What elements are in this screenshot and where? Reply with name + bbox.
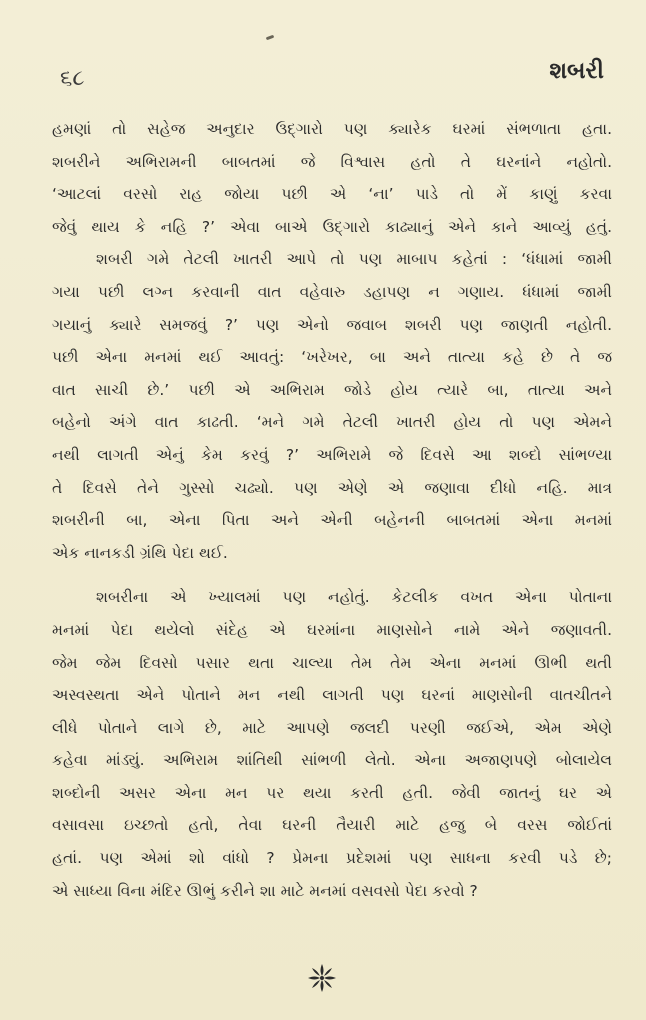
text-line: એ સાધ્યા વિના મંદિર ઊભું કરીને શા માટે મનમાં વસવસો પેદા કરવો ?	[52, 881, 478, 900]
text-line: શબરીના એ ખ્યાલમાં પણ નહોતું. કેટલીક વખત એના પોતાના	[96, 588, 612, 607]
text-line: શબ્દોની અસર એના મન પર થયા કરતી હતી. જેવી જાતનું ઘર એ	[52, 783, 612, 802]
text-line: અસ્વસ્થતા એને પોતાને મન નથી લાગતી પણ ઘરનાં માણસોની વાતચીતને	[52, 686, 612, 705]
text-line: કહેવા માંડ્યું. અભિરામ શાંતિથી સાંભળી લેતો. એના અજાણપણે બોલાયેલ	[52, 751, 612, 770]
paragraph-2	[52, 243, 612, 569]
text-line: નથી લાગતી એનું કેમ કરવું ?’ અભિરામે જે દિવસે આ શબ્દો સાંભળ્યા	[52, 445, 612, 464]
text-line: ગયા પછી લગ્ન કરવાની વાત વહેવારુ ડહાપણ ન ગણાય. ધંધામાં જામી	[52, 282, 612, 301]
text-line: મનમાં પેદા થયેલો સંદેહ એ ઘરમાંના માણસોને નામે એને જણાવતી.	[52, 620, 612, 639]
text-line: તે દિવસે તેને ગુસ્સો ચઢ્યો. પણ એણે એ જણાવા દીધો નહિ. માત્ર	[52, 478, 612, 497]
page-header	[60, 58, 604, 98]
text-line: શબરીને અભિરામની બાબતમાં જે વિશ્વાસ હતો તે ઘરનાંને નહોતો.	[52, 152, 612, 171]
paragraph-1	[52, 113, 612, 243]
text-line: ગયાનું ક્યારે સમજવું ?’ પણ એનો જવાબ શબરી પણ જાણતી નહોતી.	[52, 315, 612, 334]
text-line: લીધે પોતાને લાગે છે, માટે આપણે જલદી પરણી જઈએ, એમ એણે	[52, 718, 612, 737]
text-line: શબરીની બા, એના પિતા અને એની બહેનની બાબતમાં એના મનમાં	[52, 511, 612, 530]
text-line: એક નાનકડી ગ્રંથિ પેદા થઈ.	[52, 543, 228, 562]
text-line: શબરી ગમે તેટલી ખાતરી આપે તો પણ માબાપ કહેતાં : ‘ધંધામાં જામી	[96, 250, 612, 269]
running-title: શબરી	[549, 58, 604, 84]
text-line: વસાવસા ઇચ્છતો હતો, તેવા ઘરની તૈયારી માટે હજુ બે વરસ જોઈતાં	[52, 816, 612, 835]
text-line: ‘આટલાં વરસો રાહ જોયા પછી એ ‘ના’ પાડે તો મેં કાણું કરવા	[52, 185, 612, 204]
paragraph-3	[52, 581, 612, 907]
paragraph-gap	[52, 569, 612, 581]
text-line: હમણાં તો સહેજ અનુદાર ઉદ્‌ગારો પણ ક્યારેક ઘરમાં સંભળાતા હતા.	[52, 120, 612, 138]
text-line: જેવું થાય કે નહિ ?’ એવા બાએ ઉદ્‌ગારો કાઢ્યાનું એને કાને આવ્યું હતું.	[52, 217, 612, 236]
text-line: હતાં. પણ એમાં શો વાંધો ? પ્રેમના પ્રદેશમાં પણ સાધના કરવી પડે છે;	[52, 849, 612, 868]
floral-ornament-icon	[306, 962, 338, 994]
page-number: ૬૮	[60, 66, 85, 91]
ink-speck	[266, 35, 275, 41]
text-line: બહેનો અંગે વાત કાઢતી. ‘મને ગમે તેટલી ખાતરી હોય તો પણ એમને	[52, 413, 612, 432]
text-line: પછી એના મનમાં થઈ આવતું: ‘ખરેખર, બા અને તાત્યા કહે છે તે જ	[52, 348, 612, 367]
text-line: જેમ જેમ દિવસો પસાર થતા ચાલ્યા તેમ તેમ એના મનમાં ઊભી થતી	[52, 653, 612, 672]
body-text	[52, 113, 612, 907]
text-line: વાત સાચી છે.’ પછી એ અભિરામ જોડે હોય ત્યારે બા, તાત્યા અને	[52, 380, 612, 399]
